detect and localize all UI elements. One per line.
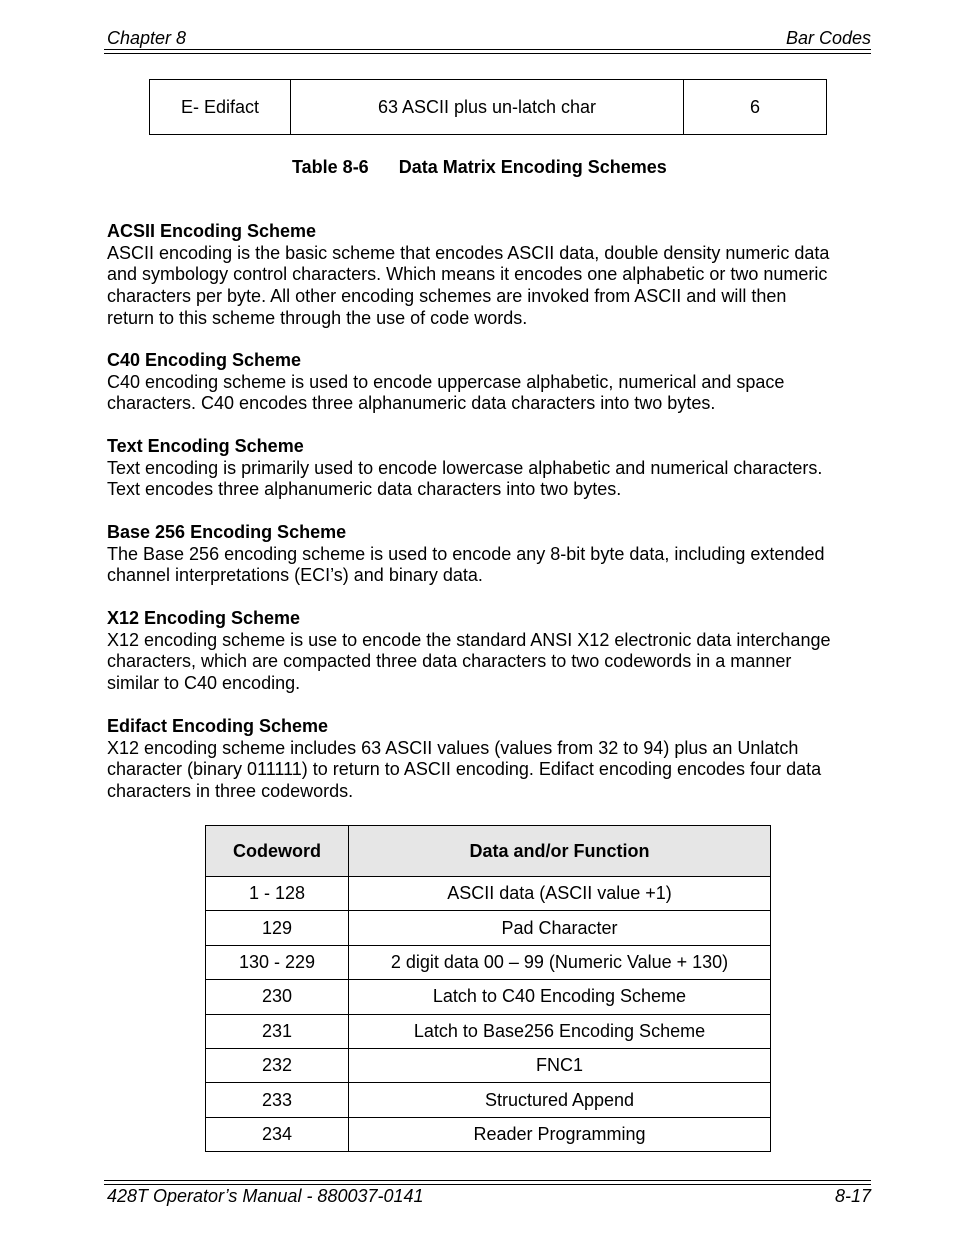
table-row	[150, 80, 827, 135]
table-cell: E- Edifact	[150, 80, 291, 135]
function-cell: 2 digit data 00 – 99 (Numeric Value + 130)	[349, 945, 771, 979]
codeword-cell: 1 - 128	[206, 877, 349, 911]
table-row	[206, 980, 771, 1014]
table-caption: Table 8-6 Data Matrix Encoding Schemes	[292, 157, 667, 177]
section-edifact	[107, 716, 867, 803]
table-row	[206, 1048, 771, 1082]
section-heading: Text Encoding Scheme	[107, 436, 304, 456]
section-heading: Base 256 Encoding Scheme	[107, 522, 347, 542]
section-heading: C40 Encoding Scheme	[107, 350, 302, 370]
function-cell: Structured Append	[349, 1083, 771, 1117]
function-cell: Reader Programming	[349, 1117, 771, 1151]
codeword-cell: 232	[206, 1048, 349, 1082]
table-cell: 63 ASCII plus un-latch char	[291, 80, 684, 135]
table-header-row	[206, 826, 771, 877]
section-x12	[107, 608, 867, 695]
table-row	[206, 877, 771, 911]
section-text	[107, 436, 867, 501]
header-section: Bar Codes	[785, 28, 871, 48]
codeword-cell: 231	[206, 1014, 349, 1048]
section-body: C40 encoding scheme is used to encode uppercase alphabetic, numerical and space characters. C40 encodes three alphanumeric data characters into two bytes.	[107, 371, 785, 414]
page-footer	[104, 1184, 871, 1208]
section-body: The Base 256 encoding scheme is used to encode any 8-bit byte data, including extended channel interpretations (ECI’s) and binary data.	[107, 543, 825, 586]
header-rule	[104, 49, 871, 50]
codeword-cell: 230	[206, 980, 349, 1014]
table-cell: 6	[684, 80, 827, 135]
section-body: ASCII encoding is the basic scheme that encodes ASCII data, double density numeric data and symbology control characters. Which means it encodes one alphabetic or two numeric characters per byte. All other encoding schemes are invoked from ASCII and will then return to this scheme through the use of code words.	[107, 242, 830, 328]
codeword-table	[205, 825, 771, 1152]
table-row	[206, 1083, 771, 1117]
section-body: X12 encoding scheme includes 63 ASCII values (values from 32 to 94) plus an Unlatch character (binary 011111) to return to ASCII encoding. Edifact encoding encodes four data characters in three codewords.	[107, 737, 822, 802]
section-heading: Edifact Encoding Scheme	[107, 716, 329, 736]
footer-page-number: 8-17	[834, 1186, 871, 1206]
section-c40	[107, 350, 867, 415]
table-row	[206, 1117, 771, 1151]
codeword-cell: 233	[206, 1083, 349, 1117]
section-ascii	[107, 221, 867, 330]
codeword-cell: 129	[206, 911, 349, 945]
section-body: Text encoding is primarily used to encode lowercase alphabetic and numerical characters. Text encodes three alphanumeric data characters into two bytes.	[107, 457, 823, 500]
function-cell: ASCII data (ASCII value +1)	[349, 877, 771, 911]
table-row	[206, 911, 771, 945]
function-cell: Latch to Base256 Encoding Scheme	[349, 1014, 771, 1048]
page-header	[104, 26, 871, 50]
function-cell: FNC1	[349, 1048, 771, 1082]
table-row	[206, 1014, 771, 1048]
table-row	[206, 945, 771, 979]
section-heading: ACSII Encoding Scheme	[107, 221, 317, 241]
column-header-codeword: Codeword	[206, 826, 349, 877]
header-rule-secondary	[104, 53, 871, 54]
codeword-cell: 234	[206, 1117, 349, 1151]
section-base256	[107, 522, 867, 587]
codeword-cell: 130 - 229	[206, 945, 349, 979]
column-header-function: Data and/or Function	[349, 826, 771, 877]
function-cell: Latch to C40 Encoding Scheme	[349, 980, 771, 1014]
section-heading: X12 Encoding Scheme	[107, 608, 301, 628]
section-body: X12 encoding scheme is use to encode the standard ANSI X12 electronic data interchange characters, which are compacted three data characters to two codewords in a manner similar to C40 encoding.	[107, 629, 831, 694]
header-chapter: Chapter 8	[107, 28, 187, 48]
footer-rule	[104, 1180, 871, 1181]
function-cell: Pad Character	[349, 911, 771, 945]
encoding-scheme-table-fragment	[149, 79, 827, 135]
footer-manual-title: 428T Operator’s Manual - 880037-0141	[107, 1186, 424, 1206]
